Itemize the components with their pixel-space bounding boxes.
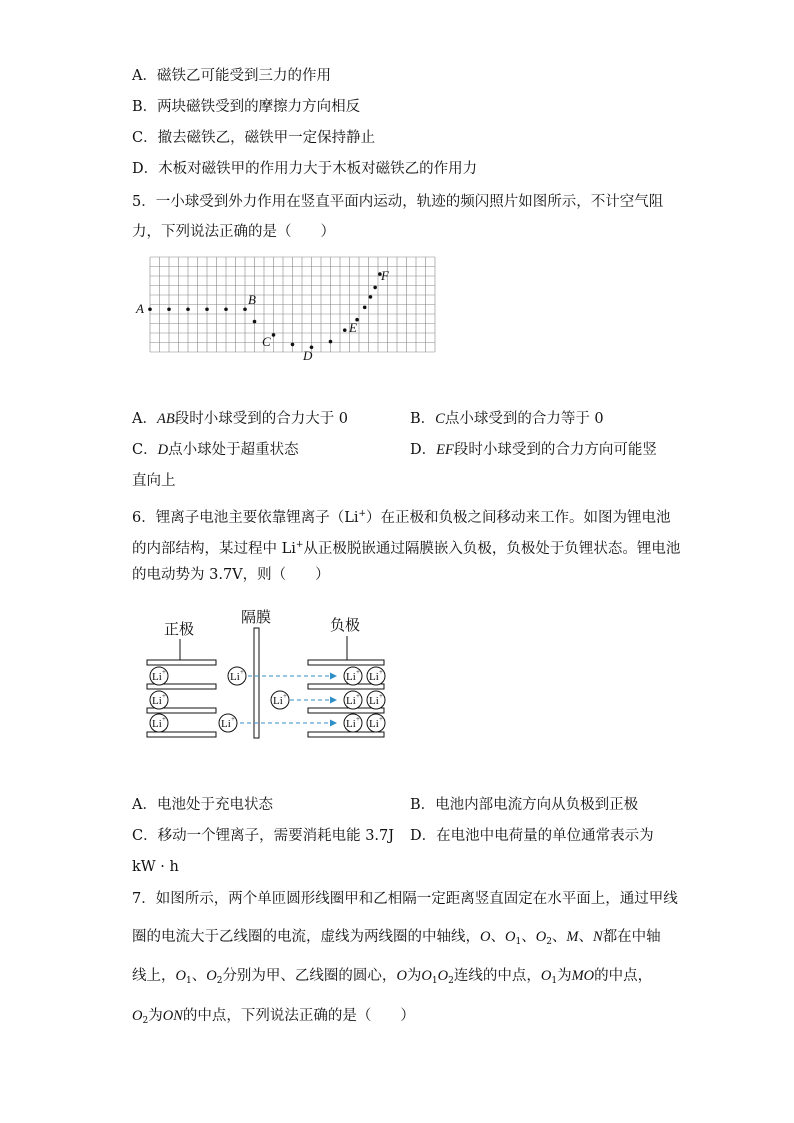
lithium-ion-charge: + [356,692,360,700]
q6-option-d: D．在电池中电荷量的单位通常表示为 [410,828,654,844]
q6-stem-line1: 6．锂离子电池主要依靠锂离子（Li+）在正极和负极之间移动来工作。如图为锂电池 [132,509,671,526]
separator-label: 隔膜 [241,610,272,626]
lithium-ions [150,667,385,732]
q4-option-d: D．木板对磁铁甲的作用力大于木板对磁铁乙的作用力 [132,161,478,177]
q7-line3: 线上，$O_1$、$O_2$分别为甲、乙线圈的圆心，O为$O_1O_2$连线的中点，$O_1$为MO的中点， [132,968,653,986]
lithium-ion-charge: + [379,715,383,723]
q5-option-b: B．C点小球受到的合力等于 0 [410,411,604,427]
trajectory-dot [253,320,257,324]
label-c: C [262,334,271,349]
positive-electrode-label: 正极 [164,622,195,638]
trajectory-dot [291,343,295,347]
lithium-ion-label: Li [152,718,162,730]
trajectory-dot [369,295,373,299]
q6-option-d-continued: kW · h [132,859,179,875]
trajectory-dot [373,286,377,290]
q6-option-b: B．电池内部电流方向从负极到正极 [410,797,639,813]
trajectory-dot [167,307,171,311]
trajectory-dot [186,307,190,311]
lithium-ion-charge: + [231,715,235,723]
lithium-ion-label: Li [230,671,240,683]
q5-stem-line2: 力，下列说法正确的是（ ） [132,224,335,240]
trajectory-dot [224,307,228,311]
trajectory-dot [272,333,276,337]
lithium-ion-label: Li [346,671,356,683]
lithium-ion-label: Li [273,695,283,707]
q5-option-a: A．AB段时小球受到的合力大于 0 [132,411,349,427]
q6-option-c: C．移动一个锂离子，需要消耗电能 3.7J [132,828,395,844]
lithium-ion-label: Li [346,695,356,707]
grid [150,257,435,352]
lithium-ion-label: Li [369,671,379,683]
lithium-ion-label: Li [369,695,379,707]
lithium-ion-charge: + [283,692,287,700]
q4-option-c: C．撤去磁铁乙，磁铁甲一定保持静止 [132,130,376,146]
lithium-ion-label: Li [152,695,162,707]
lithium-ion-charge: + [240,668,244,676]
q6-option-a: A．电池处于充电状态 [132,797,273,813]
q5-stem-line1: 5．一小球受到外力作用在竖直平面内运动，轨迹的频闪照片如图所示，不计空气阻 [132,194,664,210]
q6-stem-line3: 的电动势为 3.7V，则（ ） [132,567,330,583]
trajectory-dot [329,340,333,344]
label-d: D [303,348,313,363]
q5-option-d-continued: 直向上 [132,473,176,489]
trajectory-dot [243,307,247,311]
q6-battery-figure [140,604,400,744]
lithium-ion-charge: + [356,668,360,676]
q5-option-c: C．D点小球处于超重状态 [132,442,299,458]
lithium-ion-charge: + [379,668,383,676]
lithium-ion-charge: + [379,692,383,700]
q7-line2: 圈的电流大于乙线圈的电流，虚线为两线圈的中轴线，O、$O_1$、$O_2$、M、N都在中轴 [132,929,661,947]
lithium-ion-charge: + [356,715,360,723]
label-f: F [381,268,389,283]
q5-option-d: D．EF段时小球受到的合力方向可能竖 [410,442,657,458]
lithium-ion-label: Li [152,671,162,683]
label-e: E [349,320,357,335]
q7-line4: $O_2$为ON的中点，下列说法正确的是（ ） [132,1008,415,1026]
lithium-ion-charge: + [162,668,166,676]
q4-option-b: B．两块磁铁受到的摩擦力方向相反 [132,99,361,115]
lithium-ion-charge: + [162,715,166,723]
q6-stem-line2: 的内部结构，某过程中 Li+从正极脱嵌通过隔膜嵌入负极，负极处于负锂状态。锂电池 [132,540,681,557]
separator [254,628,259,738]
q4-option-a: A．磁铁乙可能受到三力的作用 [132,68,331,84]
q5-trajectory-figure [125,252,445,364]
q7-line1: 7．如图所示，两个单匝圆形线圈甲和乙相隔一定距离竖直固定在水平面上，通过甲线 [132,891,678,907]
lithium-ion-label: Li [346,718,356,730]
label-a: A [136,301,144,316]
label-b: B [248,292,256,307]
lithium-ion-label: Li [221,718,231,730]
trajectory-dot [363,306,367,310]
trajectory-dot [205,307,209,311]
negative-electrode-label: 负极 [330,618,361,634]
lithium-ion-label: Li [369,718,379,730]
lithium-ion-charge: + [162,692,166,700]
trajectory-dot [148,307,152,311]
trajectory-dot [343,328,347,332]
